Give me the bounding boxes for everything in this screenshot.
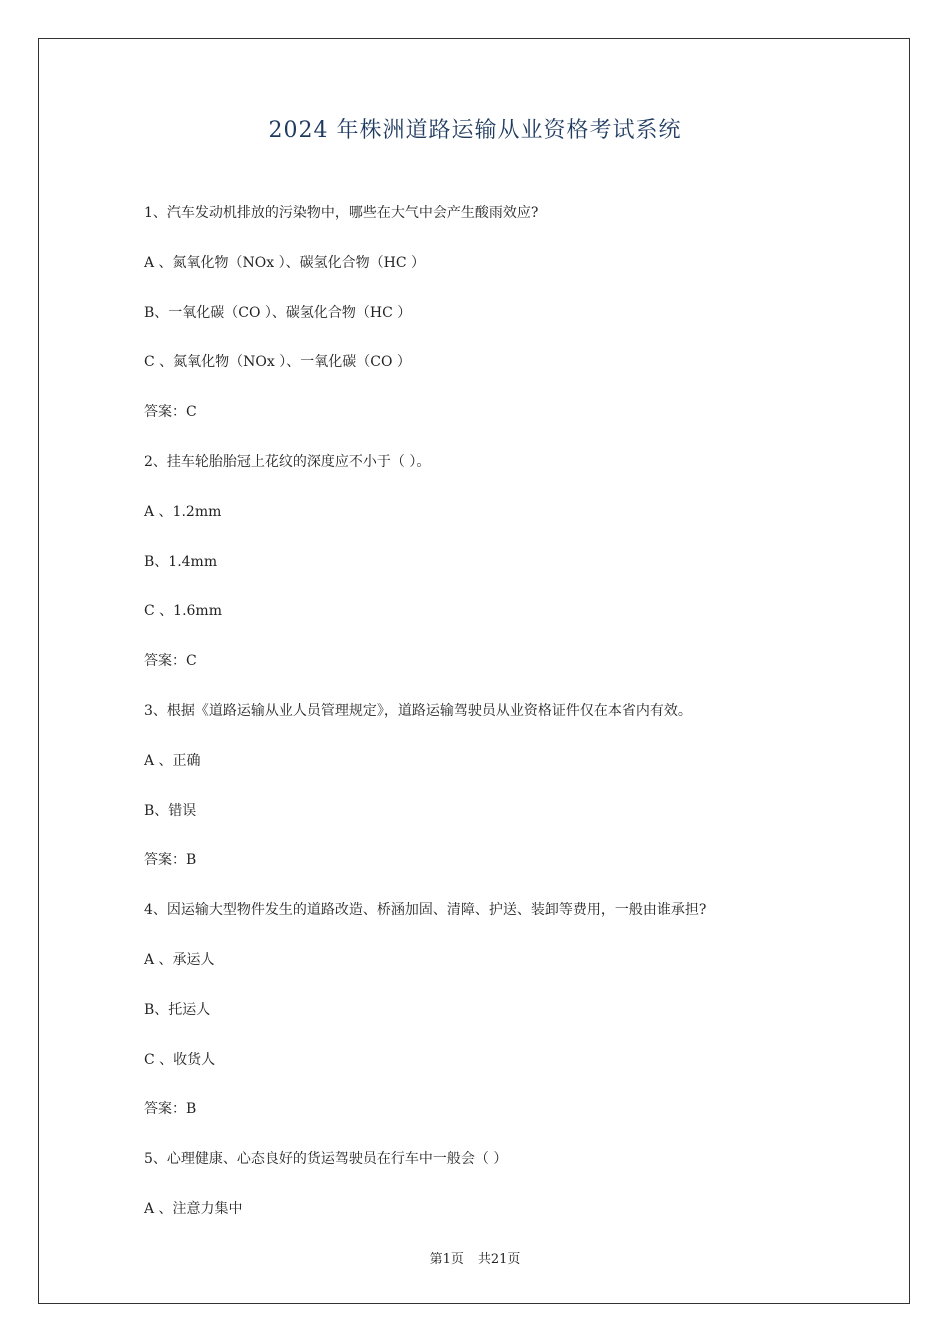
page-number: 第1页 bbox=[429, 1252, 464, 1267]
question-1-answer: 答案：C bbox=[144, 404, 197, 421]
question-3-answer: 答案：B bbox=[144, 852, 197, 869]
page-footer bbox=[0, 1248, 950, 1267]
question-1-option-b: B、一氧化碳（CO ）、碳氢化合物（HC ） bbox=[144, 304, 412, 321]
question-4-text: 4、因运输大型物件发生的道路改造、桥涵加固、清障、护送、装卸等费用，一般由谁承担? bbox=[144, 902, 707, 919]
question-2-answer: 答案：C bbox=[144, 653, 197, 670]
question-3-text: 3、根据《道路运输从业人员管理规定》，道路运输驾驶员从业资格证件仅在本省内有效。 bbox=[144, 702, 692, 719]
question-list bbox=[144, 203, 824, 1249]
question-1-option-c: C 、氮氧化物（NOx ）、一氧化碳（CO ） bbox=[144, 354, 411, 371]
question-4-option-a: A 、承运人 bbox=[144, 951, 215, 968]
question-5-text: 5、心理健康、心态良好的货运驾驶员在行车中一般会（ ） bbox=[144, 1151, 508, 1168]
question-3-option-a: A 、正确 bbox=[144, 752, 201, 769]
question-2-option-a: A 、1.2mm bbox=[144, 503, 222, 520]
page-total: 共21页 bbox=[477, 1252, 521, 1267]
question-5-option-a: A 、注意力集中 bbox=[144, 1200, 243, 1217]
question-3-option-b: B、错误 bbox=[144, 802, 197, 819]
question-1-text: 1、汽车发动机排放的污染物中，哪些在大气中会产生酸雨效应? bbox=[144, 205, 539, 221]
question-4-option-b: B、托运人 bbox=[144, 1001, 211, 1018]
question-4-option-c: C 、收货人 bbox=[144, 1051, 216, 1068]
question-2-option-b: B、1.4mm bbox=[144, 553, 218, 570]
question-4-answer: 答案：B bbox=[144, 1101, 197, 1118]
document-title: 2024 年株洲道路运输从业资格考试系统 bbox=[268, 118, 682, 143]
question-1-option-a: A 、氮氧化物（NOx ）、碳氢化合物（HC ） bbox=[144, 254, 426, 271]
question-2-option-c: C 、1.6mm bbox=[144, 603, 222, 620]
question-2-text: 2、挂车轮胎胎冠上花纹的深度应不小于（ ）。 bbox=[144, 453, 431, 470]
